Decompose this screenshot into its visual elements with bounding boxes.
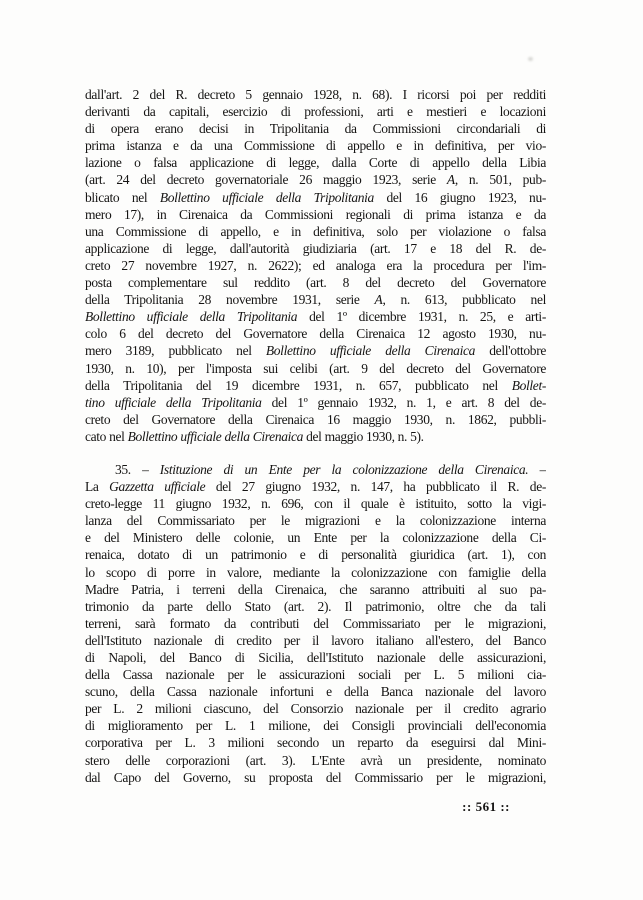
text-segment: scuno, della Cassa nazionale infortuni e della Banca nazionale del lavoro: [85, 684, 546, 700]
text-line: [85, 325, 546, 342]
paragraphs: [85, 86, 546, 786]
text-line: [85, 581, 546, 598]
text-line: [85, 377, 546, 394]
text-segment: stero delle corporazioni (art. 3). L'Ente avrà un presidente, nominato: [85, 752, 546, 768]
text-line: [85, 700, 546, 717]
text-line: [85, 615, 546, 632]
text-segment: della Cassa nazionale per le assicurazioni sociali per L. 5 milioni cia-: [85, 667, 546, 683]
text-line: [85, 478, 546, 495]
italic-text-segment: Istituzione di un Ente per la colonizzazione della Cirenaica.: [159, 461, 529, 477]
text-segment: creto 27 novembre 1927, n. 2622); ed analoga era la procedura per l'im-: [85, 257, 546, 273]
page-number: :: 561 ::: [462, 798, 510, 814]
text-segment: del maggio 1930, n. 5).: [303, 428, 424, 444]
text-line: [85, 154, 546, 171]
text-line: [85, 411, 546, 428]
text-line: [85, 769, 546, 786]
italic-text-segment: tino ufficiale della Tripolitania: [85, 394, 262, 410]
italic-text-segment: Gazzetta ufficiale: [109, 479, 206, 495]
text-segment: dall'art. 2 del R. decreto 5 gennaio 1928, n. 68). I ricorsi poi per redditi: [85, 87, 546, 102]
italic-text-segment: Bollettino ufficiale della Cirenaica: [265, 343, 476, 359]
text-line: [85, 360, 546, 377]
text-line: [85, 223, 546, 240]
text-segment: 35. –: [115, 461, 160, 477]
text-line: [85, 274, 546, 291]
text-line: [85, 683, 546, 700]
text-segment: mero 3189, pubblicato nel: [85, 343, 266, 359]
text-segment: applicazione di legge, dall'autorità giudiziaria (art. 17 e 18 del R. de-: [85, 240, 546, 256]
italic-text-segment: Bollettino ufficiale della Tripolitania: [159, 189, 374, 205]
text-line: [85, 120, 546, 137]
italic-text-segment: A: [446, 172, 455, 188]
text-segment: di opera erano decisi in Tripolitania da Commissioni circondariali di: [85, 121, 546, 137]
text-line: [85, 137, 546, 154]
text-segment: di miglioramento per L. 1 milione, dei Consigli provinciali dell'economia: [85, 718, 546, 734]
text-line: [85, 546, 546, 563]
text-line: [85, 752, 546, 769]
text-segment: una Commissione di appello, e in definitiva, solo per violazione o falsa: [85, 223, 546, 239]
text-segment: (art. 24 del decreto governatoriale 26 maggio 1923, serie: [85, 172, 447, 188]
text-line: [85, 428, 546, 445]
italic-text-segment: A: [374, 292, 383, 308]
text-segment: dal Capo del Governo, su proposta del Commissario per le migrazioni,: [85, 769, 546, 785]
text-line: [85, 717, 546, 734]
text-line: [85, 495, 546, 512]
text-line: [85, 512, 546, 529]
text-line: [85, 564, 546, 581]
text-segment: La: [85, 479, 110, 495]
text-line: [85, 632, 546, 649]
text-segment: della Tripolitania del 19 dicembre 1931, n. 657, pubblicato nel: [85, 377, 512, 393]
text-segment: lazione o falsa applicazione di legge, dalla Corte di appello della Libia: [85, 155, 546, 171]
text-segment: del 27 giugno 1932, n. 147, ha pubblicato il R. de-: [205, 479, 546, 495]
text-segment: , n. 613, pubblicato nel: [382, 292, 546, 308]
text-segment: del 1º gennaio 1932, n. 1, e art. 8 del de-: [261, 394, 546, 410]
text-segment: creto-legge 11 giugno 1932, n. 696, con il quale è istituito, sotto la vigi-: [85, 496, 546, 512]
paragraph-1: [85, 86, 546, 445]
text-segment: mero 17), in Cirenaica da Commissioni regionali di prima istanza e da: [85, 206, 546, 222]
text-segment: della Tripolitania 28 novembre 1931, serie: [85, 292, 375, 308]
italic-text-segment: Bollettino ufficiale della Cirenaica: [127, 428, 304, 444]
text-segment: colo 6 del decreto del Governatore della Cirenaica 12 agosto 1930, nu-: [85, 326, 546, 342]
text-segment: –: [528, 461, 546, 477]
text-segment: 1930, n. 10), per l'imposta sui celibi (art. 9 del decreto del Governatore: [85, 360, 546, 376]
text-line: [85, 206, 546, 223]
text-segment: e del Ministero delle colonie, un Ente per la colonizzazione della Ci-: [85, 530, 546, 546]
italic-text-segment: Bollet-: [511, 377, 546, 393]
text-segment: per L. 2 milioni ciascuno, del Consorzio nazionale per il credito agrario: [85, 701, 546, 717]
text-line: [85, 189, 546, 206]
text-segment: del 16 giugno 1923, nu-: [373, 189, 546, 205]
text-segment: renaica, dotato di un patrimonio e di personalità giuridica (art. 1), con: [85, 547, 546, 563]
text-segment: creto del Governatore della Cirenaica 16 maggio 1930, n. 1862, pubbli-: [85, 411, 546, 427]
text-segment: Madre Patria, i terreni della Cirenaica, che saranno attribuiti al suo pa-: [85, 581, 546, 597]
text-segment: posta complementare sul reddito (art. 8 del decreto del Governatore: [85, 275, 546, 291]
text-line: [85, 103, 546, 120]
text-line: [85, 529, 546, 546]
text-segment: trimonio da parte dello Stato (art. 2). Il patrimonio, oltre che da tali: [85, 598, 546, 614]
text-segment: prima istanza e da una Commissione di appello e in definitiva, per vio-: [85, 138, 546, 154]
text-segment: corporativa per L. 3 milioni secondo un reparto da eseguirsi dal Mini-: [85, 735, 546, 751]
text-segment: derivanti da capitali, esercizio di professioni, arti e mestieri e locazioni: [85, 104, 546, 120]
text-segment: di Napoli, del Banco di Sicilia, dell'Istituto nazionale delle assicurazioni,: [85, 650, 546, 665]
text-segment: lo scopo di porre in valore, mediante la colonizzazione con famiglie della: [85, 564, 546, 580]
text-segment: lanza del Commissariato per le migrazioni e la colonizzazione interna: [85, 513, 546, 529]
text-line: [85, 394, 546, 411]
text-block: [85, 86, 546, 815]
text-segment: dell'Istituto nazionale di credito per il lavoro italiano all'estero, del Banco: [85, 632, 546, 648]
text-line: [85, 598, 546, 615]
text-segment: cato nel: [85, 428, 128, 444]
scan-speck: [528, 57, 533, 61]
text-line: [85, 649, 546, 666]
text-segment: dell'ottobre: [475, 343, 546, 359]
text-line: [85, 734, 546, 751]
text-segment: del 1º dicembre 1931, n. 25, e arti-: [297, 309, 546, 325]
text-line: [85, 308, 546, 325]
text-line: [85, 257, 546, 274]
text-segment: , n. 501, pub-: [454, 172, 546, 188]
text-line: [85, 461, 546, 478]
paragraph-2: [85, 461, 546, 786]
text-line: [85, 240, 546, 257]
text-segment: blicato nel: [85, 189, 160, 205]
text-segment: terreni, sarà formato da contributi del Commissariato per le migrazioni,: [85, 615, 546, 631]
text-line: [85, 291, 546, 308]
text-line: [85, 666, 546, 683]
text-line: [85, 342, 546, 359]
text-line: [85, 86, 546, 103]
text-line: [85, 171, 546, 188]
italic-text-segment: Bollettino ufficiale della Tripolitania: [85, 309, 298, 325]
